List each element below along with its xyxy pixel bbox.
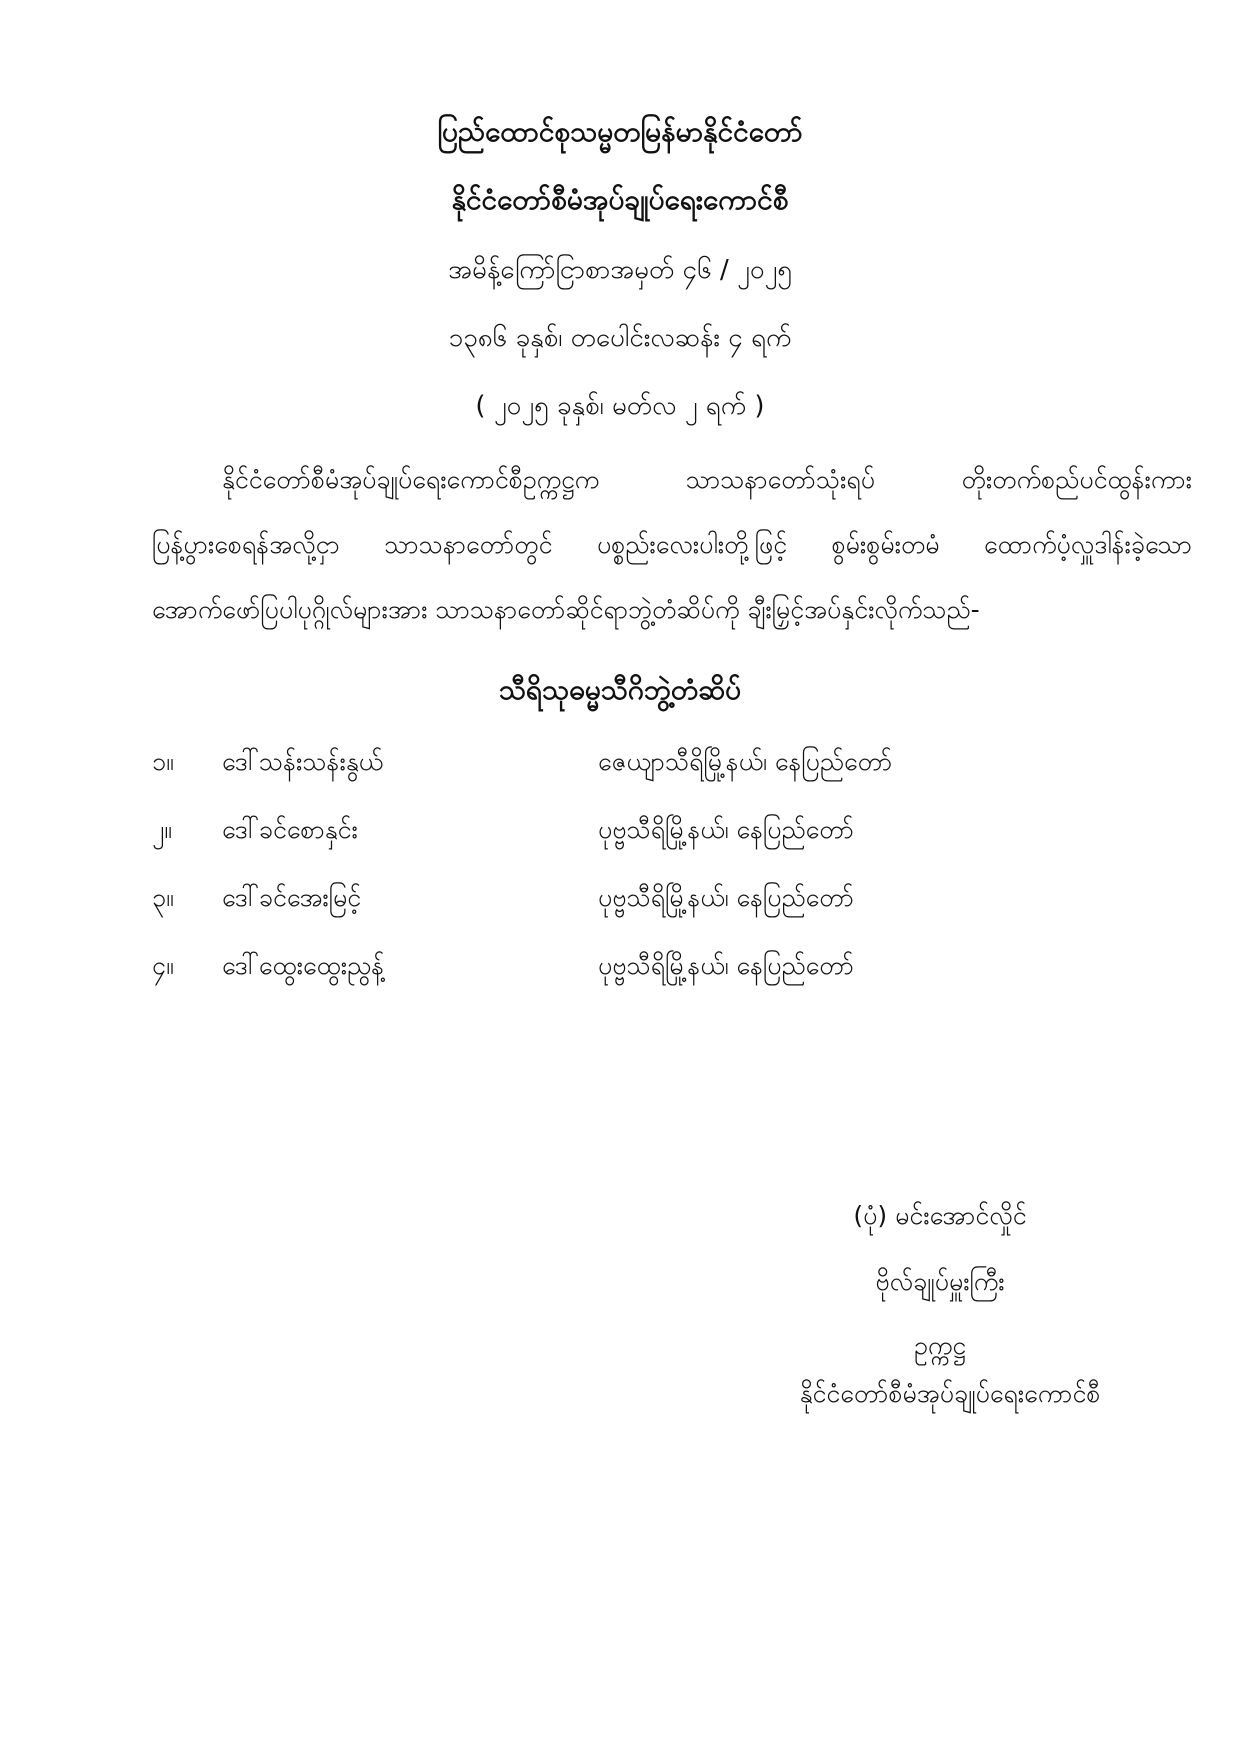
signatory-title: ဥက္ကဋ္ဌ [914, 1331, 966, 1360]
country-heading: ပြည်ထောင်စုသမ္မတမြန်မာနိုင်ငံတော် [437, 115, 803, 148]
member-township: ပုဗ္ဗသီရိမြို့နယ်၊ နေပြည်တော် [598, 883, 854, 912]
body-line-3: အောက်ဖော်ပြပါပုဂ္ဂိုလ်များအား သာသနာတော်ဆိုင်ရာဘွဲ့တံဆိပ်ကို ချီးမြှင့်အပ်နှင်းလိုက်သည်- [152, 595, 980, 624]
member-row [0, 740, 1240, 784]
signatory-rank: ဗိုလ်ချုပ်မှူးကြီး [875, 1267, 1005, 1296]
member-name: ဒေါ်ထွေးထွေးညွန့် [222, 951, 385, 980]
member-row [0, 808, 1240, 852]
gregorian-date: ( ၂၀၂၅ ခုနှစ်၊ မတ်လ ၂ ရက် ) [475, 391, 765, 421]
member-name: ဒေါ်သန်းသန်းနွယ် [222, 747, 384, 776]
member-township: ဇေယျာသီရိမြို့နယ်၊ နေပြည်တော် [598, 747, 893, 776]
member-number: ၂။ [152, 815, 172, 844]
member-row [0, 944, 1240, 988]
member-number: ၃။ [152, 883, 174, 912]
council-heading: နိုင်ငံတော်စီမံအုပ်ချုပ်ရေးကောင်စီ [451, 183, 789, 216]
member-number: ၄။ [152, 951, 174, 980]
body-line-1: နိုင်ငံတော်စီမံအုပ်ချုပ်ရေးကောင်စီဥက္ကဋ္ဌက သာသနာတော်သုံးရပ် တိုးတက်စည်ပင်ထွန်းကား [222, 465, 1192, 494]
member-row [0, 876, 1240, 920]
award-title: သီရိသုဓမ္မသီဂိဘွဲ့တံဆိပ် [498, 673, 742, 706]
member-number: ၁။ [152, 747, 174, 776]
member-name: ဒေါ်ခင်အေးမြင့် [222, 883, 362, 912]
signatory-name: (ပုံ) မင်းအောင်လှိုင် [853, 1201, 1027, 1230]
signatory-organization: နိုင်ငံတော်စီမံအုပ်ချုပ်ရေးကောင်စီ [799, 1379, 1101, 1408]
member-township: ပုဗ္ဗသီရိမြို့နယ်၊ နေပြည်တော် [598, 815, 854, 844]
myanmar-date: ၁၃၈၆ ခုနှစ်၊ တပေါင်းလဆန်း ၄ ရက် [448, 323, 792, 353]
notification-number: အမိန့်ကြော်ငြာစာအမှတ် ၄၆ / ၂၀၂၅ [448, 255, 792, 285]
body-line-2: ပြန့်ပွားစေရန်အလို့ငှာ သာသနာတော်တွင် ပစ္စည်းလေးပါးတို့ဖြင့် စွမ်းစွမ်းတမံ ထောက်ပံ့လှူဒါန်းခဲ့သော [152, 530, 1192, 559]
member-name: ဒေါ်ခင်စောနှင်း [222, 815, 358, 844]
member-township: ပုဗ္ဗသီရိမြို့နယ်၊ နေပြည်တော် [598, 951, 854, 980]
